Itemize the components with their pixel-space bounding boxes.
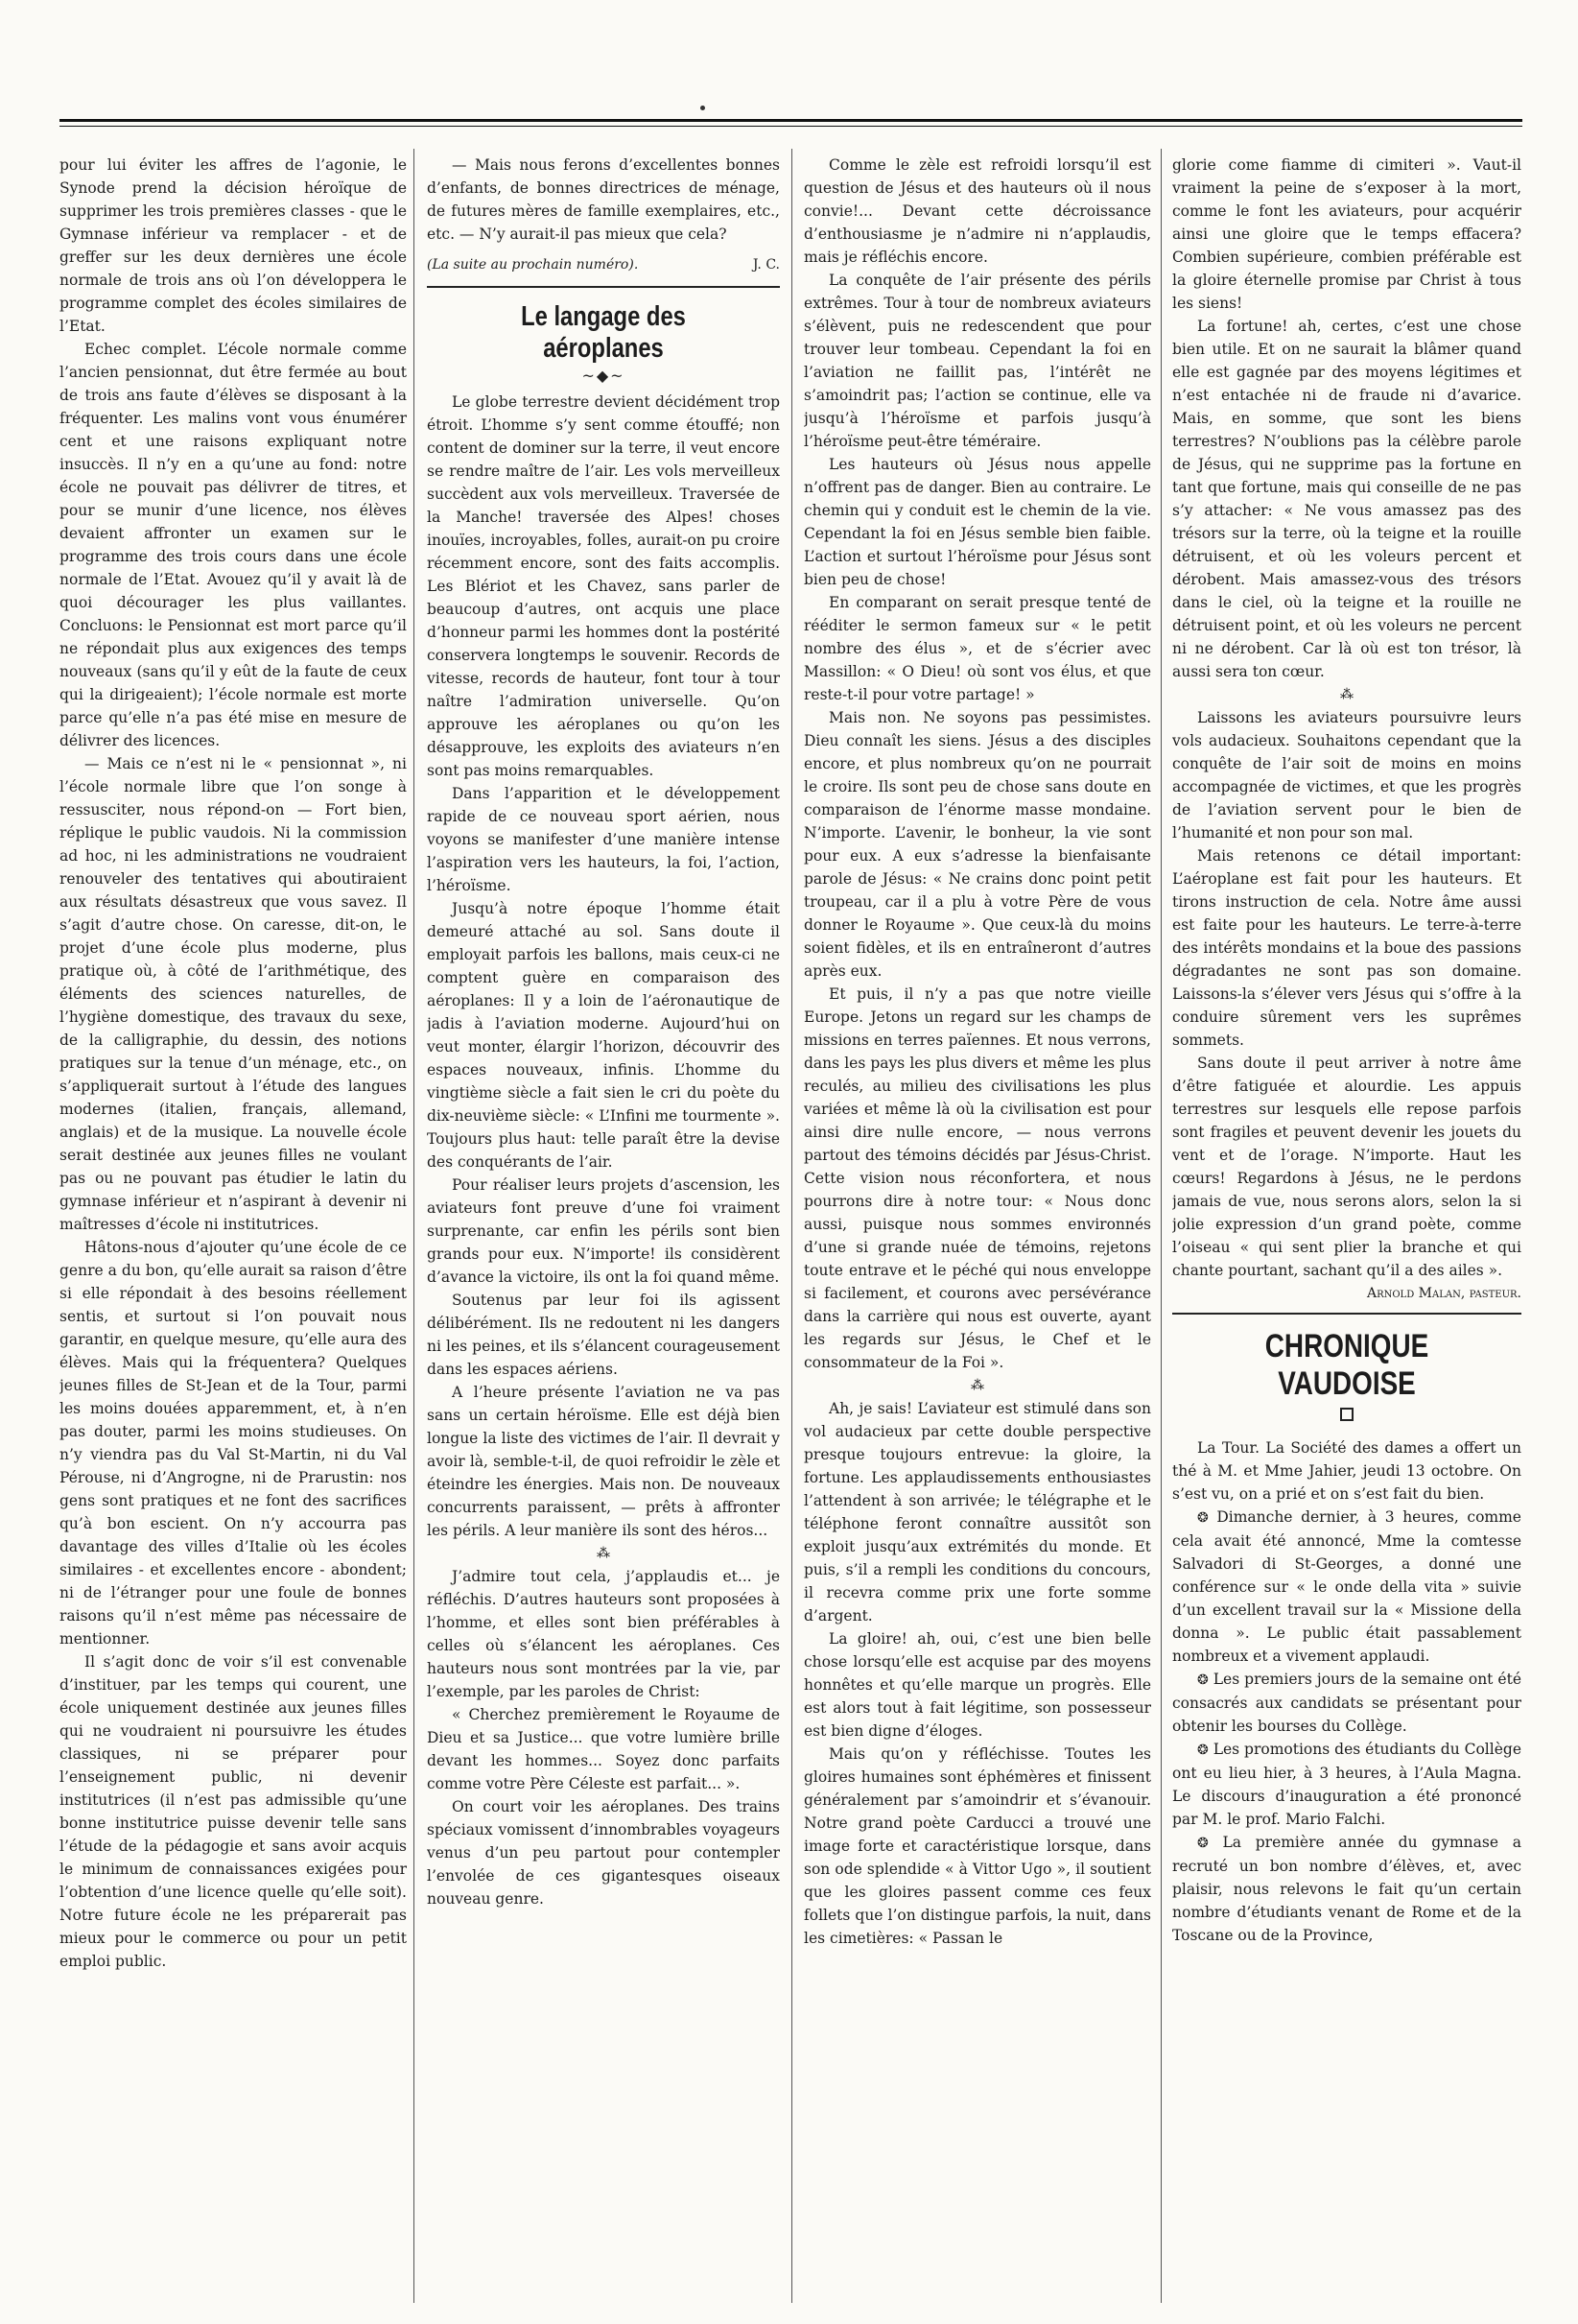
paragraph: Pour réaliser leurs projets d’ascension, les aviateurs font preuve d’une foi vraiment surprenante, car enfin les périls sont bien grands pour eux. N’importe! ils considèrent d’avance la victoire, ils ont la foi quand même. xyxy=(427,1176,780,1286)
quotation: « Cherchez premièrement le Royaume de Dieu et sa Justice... que votre lumière brille devant les hommes... Soyez donc parfaits comme votre Père Céleste est parfait... ». xyxy=(427,1706,780,1792)
paragraph: pour lui éviter les affres de l’agonie, le Synode prend la décision héroïque de supprimer les trois premières classes - que le Gymnase inférieur va remplacer - et de greffer sur les deux dernières une école normale de trois ans où l’on développera le programme complet des écoles similaires de l’Etat. xyxy=(59,156,407,335)
author-signature: Arnold Malan, pasteur. xyxy=(1366,1286,1521,1301)
paragraph: Mais qu’on y réfléchisse. Toutes les gloires humaines sont éphémères et finissent généralement par s’amoindrir et s’évanouir. Notre grand poète Carducci a trouvé une image forte et caractéristique lorsque, dans son ode splendide « à Vittor Ugo », il soutient que les gloires passent comme ces feux follets que l’on distingue parfois, la nuit, dans les cimetières: « Passan le xyxy=(804,1745,1151,1947)
asterism: ⁂ xyxy=(971,1378,984,1393)
section-divider xyxy=(1172,1313,1521,1315)
asterism: ⁂ xyxy=(1340,687,1354,702)
paragraph: Ah, je sais! L’aviateur est stimulé dans son vol audacieux par cette double perspective presque toujours entrevue: la gloire, la fortune. Les applaudissements enthousiastes l’attendent à son arrivée; le télégraphe et le téléphone feront connaître aussitôt son exploit jusqu’aux extrémités du monde. Et puis, s’il a rempli les conditions du concours, il recevra comme prix une forte somme d’argent. xyxy=(804,1400,1151,1624)
news-bullet-icon: ❂ xyxy=(1197,1672,1209,1688)
paragraph: On court voir les aéroplanes. Des trains spéciaux vomissent d’innombrables voyageurs venus d’un peu partout pour contempler l’envolée de ces gigantesques oiseaux nouveau genre. xyxy=(427,1798,780,1908)
top-dot xyxy=(700,106,705,110)
paragraph: Dans l’apparition et le développement rapide de ce nouveau sport aérien, nous voyons se manifester d’une manière intense l’aspiration vers les hauteurs, la foi, l’action, l’héroïsme. xyxy=(427,785,780,894)
column-4 xyxy=(1172,154,1521,2303)
paragraph: Comme le zèle est refroidi lorsqu’il est question de Jésus et des hauteurs où il nous convie!... Devant cette décroissance d’enthousiasme je n’admire ni n’applaudis, mais je réfléchis encore. xyxy=(804,156,1151,266)
paragraph: glorie come fiamme di cimiteri ». Vaut-il vraiment la peine de s’exposer à la mort, comme le font les aviateurs, pour acquérir ainsi une gloire que le temps effacera? Combien supérieure, combien préférable est la gloire éternelle promise par Christ à tous les siens! xyxy=(1172,156,1521,312)
paragraph: A l’heure présente l’aviation ne va pas sans un certain héroïsme. Elle est déjà bien longue la liste des victimes de l’air. Il devrait y avoir là, semble-t-il, de quoi refroidir le zèle et éteindre les énergies. Mais non. De nouveaux concurrents paraissent, — prêts à affronter les périls. A leur manière ils sont des héros... xyxy=(427,1384,780,1539)
column-divider xyxy=(791,149,792,2303)
article-title: Le langage des aéroplanes xyxy=(521,301,686,364)
column-2 xyxy=(427,154,780,2303)
paragraph: La gloire! ah, oui, c’est une bien belle chose lorsqu’elle est acquise par des moyens honnêtes et qu’elle marque un progrès. Elle est alors tout à fait légitime, son possesseur est bien digne d’éloges. xyxy=(804,1630,1151,1740)
paragraph: — Mais ce n’est ni le « pensionnat », ni l’école normale libre que l’on songe à ressusciter, nous répond-on — Fort bien, réplique le public vaudois. Ni la commission ad hoc, ni les administrations ne voudraient renouveler des tentatives qui aboutiraient aux résultats désastreux que vous savez. Il s’agit d’autre chose. On caresse, dit-on, le projet d’une école plus moderne, plus pratique où, à côté de l’arithmétique, des éléments des sciences naturelles, de l’hygiène domestique, des travaux du sexe, de la calligraphie, du dessin, des notions pratiques sur la tenue d’un ménage, etc., on s’appliquerait surtout à l’étude des langues modernes (italien, français, allemand, anglais) et de la musique. La nouvelle école serait destinée aux jeunes filles ne voulant pas ou ne pouvant pas étudier le latin du gymnase inférieur et n’aspirant à devenir ni maîtresses d’école ni institutrices. xyxy=(59,755,407,1233)
header-rule xyxy=(59,119,1522,122)
paragraph: J’admire tout cela, j’applaudis et... je réfléchis. D’autres hauteurs sont proposées à l’homme, et elles sont bien préférables à celles où s’élancent les aéroplanes. Ces hauteurs nous sont montrées par la vie, par l’exemple, par les paroles de Christ: xyxy=(427,1568,780,1700)
title-ornament: ~◆~ xyxy=(581,367,625,385)
paragraph: Laissons les aviateurs poursuivre leurs vols audacieux. Souhaitons cependant que la conquête de l’air soit de moins en moins accompagnée de victimes, et que les progrès de l’aviation servent pour le bien de l’humanité et non pour son mal. xyxy=(1172,709,1521,842)
paragraph: — Mais nous ferons d’excellentes bonnes d’enfants, de bonnes directrices de ménage, de futures mères de famille exemplaires, etc., etc. — N’y aurait-il pas mieux que cela? xyxy=(427,156,780,243)
paragraph: La fortune! ah, certes, c’est une chose bien utile. Et on ne saurait la blâmer quand elle est gagnée par des moyens légitimes et n’est entachée ni de fraude ni d’avarice. Mais, en somme, que sont les biens terrestres? N’oublions pas la célèbre parole de Jésus, qui ne supprime pas la fortune en tant que fortune, mais qui conseille de ne pas s’y attacher: « Ne vous amassez pas des trésors sur la terre, où la teigne et la rouille détruisent, et où les voleurs percent et dérobent. Mais amassez-vous des trésors dans le ciel, où la teigne et la rouille ne détruisent point, et où les voleurs ne percent ni ne dérobent. Car là où est ton trésor, là aussi sera ton cœur. xyxy=(1172,318,1521,680)
paragraph: Mais non. Ne soyons pas pessimistes. Dieu connaît les siens. Jésus a des disciples encore, et plus nombreux qu’on ne pourrait le croire. Ils sont peu de chose sans doute en comparaison de l’énorme masse mondaine. N’importe. L’avenir, le bonheur, la vie sont pour eux. A eux s’adresse la bienfaisante parole de Jésus: « Ne crains donc point petit troupeau, car il a plu à votre Père de vous donner le Royaume ». Que ceux-là du moins soient fidèles, et ils en entraîneront d’autres après eux. xyxy=(804,709,1151,980)
column-1 xyxy=(59,154,407,2303)
section-divider xyxy=(427,286,780,288)
paragraph: Les hauteurs où Jésus nous appelle n’offrent pas de danger. Bien au contraire. Le chemin qui y conduit est le chemin de la vie. Cependant la foi en Jésus semble bien faible. L’action et surtout l’héroïsme pour Jésus sont bien peu de chose! xyxy=(804,456,1151,588)
news-item: ❂ Dimanche dernier, à 3 heures, comme cela avait été annoncé, Mme la comtesse Salvadori di St-Georges, a donné une conférence sur « le onde della vita » suivie d’un excellent travail sur la « Missione della donna ». Le public était passablement nombreux et a vivement applaudi. xyxy=(1172,1508,1521,1665)
paragraph: Soutenus par leur foi ils agissent délibérément. Ils ne redoutent ni les dangers ni les peines, et ils s’élancent courageusement dans les espaces aériens. xyxy=(427,1292,780,1378)
column-3 xyxy=(804,154,1151,2303)
paragraph: Sans doute il peut arriver à notre âme d’être fatiguée et alourdie. Les appuis terrestres sur lesquels elle repose parfois sont fragiles et peuvent devenir les jouets du vent et de l’orage. N’importe. Haut les cœurs! Regardons à Jésus, ne le perdons jamais de vue, nous serons alors, selon la si jolie expression d’un grand poète, comme l’oiseau « qui sent plier la branche et qui chante pourtant, sachant qu’il a des ailes ». xyxy=(1172,1055,1521,1279)
column-divider xyxy=(1161,149,1162,2303)
news-item: ❂ Les premiers jours de la semaine ont été consacrés aux candidats se présentant pour obtenir les bourses du Collège. xyxy=(1172,1671,1521,1735)
asterism: ⁂ xyxy=(597,1546,610,1561)
paragraph: Et puis, il n’y a pas que notre vieille Europe. Jetons un regard sur les champs de missions en terres païennes. Et nous verrons, dans les pays les plus divers et même les plus reculés, au milieu des civilisations les plus variées et même là où la civilisation est pour ainsi dire nulle encore, — nous verrons partout des témoins décidés par Jésus-Christ. Cette vision nous réconfortera, et nous pourrons dire à notre tour: « Nous donc aussi, puisque nous sommes environnés d’une si grande nuée de témoins, rejetons toute entrave et le péché qui nous enveloppe si facilement, et courons avec persévérance dans la carrière qui nous est ouverte, ayant les regards sur Jésus, le Chef et le consommateur de la Foi ». xyxy=(804,985,1151,1371)
paragraph: Hâtons-nous d’ajouter qu’une école de ce genre a du bon, qu’elle aurait sa raison d’être si elle répondait à des besoins réellement sentis, et surtout si l’on pouvait nous garantir, en quelque mesure, qu’elle aura des élèves. Mais qui la fréquentera? Quelques jeunes filles de St-Jean et de la Tour, parmi les moins douées apparemment, et, à n’en pas douter, parmi les moins studieuses. On n’y viendra pas du Val St-Martin, ni du Val Pérouse, ni d’Angrogne, ni de Prarustin: nos gens sont pratiques et ne font des sacrifices qu’à bon escient. On n’y accourra pas davantage des villes d’Italie où les écoles similaires - et excellentes encore - abondent; ni de l’étranger pour une foule de bonnes raisons qu’il n’est même pas nécessaire de mentionner. xyxy=(59,1239,407,1648)
news-item: ❂ Les promotions des étudiants du Collège ont eu lieu hier, à 3 heures, à l’Aula Magna. Le discours d’inauguration a été prononcé par M. le prof. Mario Falchi. xyxy=(1172,1741,1521,1828)
paragraph: La conquête de l’air présente des périls extrêmes. Tour à tour de nombreux aviateurs s’élèvent, puis ne redescendent que pour trouver leur tombeau. Cependant la foi en l’aviation ne faillit pas, l’intérêt ne s’amoindrit pas; l’action se continue, elle va jusqu’à l’héroïsme et parfois jusqu’à l’héroïsme peut-être téméraire. xyxy=(804,272,1151,450)
news-item: ❂ La première année du gymnase a recruté un bon nombre d’élèves, et, avec plaisir, nous relevons le fait qu’un certain nombre d’étudiants venant de Rome et de la Toscane ou de la Province, xyxy=(1172,1834,1521,1944)
suite-note: (La suite au prochain numéro). xyxy=(427,257,639,273)
paragraph: En comparant on serait presque tenté de rééditer le sermon fameux sur « le petit nombre des élus », et de s’écrier avec Massillon: « O Dieu! où sont vos élus, et que reste-t-il pour votre partage! » xyxy=(804,594,1151,703)
paragraph: Jusqu’à notre époque l’homme était demeuré attaché au sol. Sans doute il employait parfois les ballons, mais ceux-ci ne comptent guère en comparaison des aéroplanes: Il y a loin de l’aéronautique de jadis à l’aviation moderne. Aujourd’hui on veut monter, élargir l’horizon, découvrir des espaces nouveaux, infinis. L’homme du vingtième siècle a fait sien le cri du poète du dix-neuvième siècle: « L’Infini me tourmente ». Toujours plus haut: telle paraît être la devise des conquérants de l’air. xyxy=(427,900,780,1171)
paragraph: Il s’agit donc de voir s’il est convenable d’instituer, par les temps qui courent, une école uniquement destinée aux jeunes filles qui ne voudraient ni poursuivre les études classiques, ni se préparer pour l’enseignement public, ni devenir institutrices (il n’est pas admissible qu’une bonne institutrice puisse devenir telle sans l’étude de la pédagogie et sans avoir acquis le minimum de connaissances exigées pour l’obtention d’une licence quelle qu’elle soit). Notre future école ne les préparerait pas mieux pour le commerce ou pour un petit emploi public. xyxy=(59,1653,407,1970)
to-be-continued xyxy=(427,253,780,276)
paragraph: Echec complet. L’école normale comme l’ancien pensionnat, dut être fermée au bout de trois ans faute d’élèves se disposant à la fréquenter. Les malins vont vous énumérer cent et une raisons expliquant notre insuccès. Il n’y en a qu’une au fond: notre école ne pouvait pas délivrer de titres, et pour se munir d’une licence, nos élèves devaient affronter un examen sur le programme des trois cours dans une école normale de l’Etat. Avouez qu’il y avait là de quoi décourager les plus vaillantes. Concluons: le Pensionnat est mort parce qu’il ne répondait plus aux exigences des temps nouveaux (sans qu’il y eût de la faute de ceux qui la dirigeaient); l’école normale est morte parce qu’elle n’a pas été mise en mesure de délivrer des licences. xyxy=(59,341,407,749)
news-bullet-icon: ❂ xyxy=(1197,1510,1209,1526)
header-rule-thin xyxy=(59,126,1522,127)
news-bullet-icon: ❂ xyxy=(1197,1836,1209,1851)
column-divider xyxy=(413,149,414,2303)
news-bullet-icon: ❂ xyxy=(1197,1743,1209,1758)
news-item: La Tour. La Société des dames a offert un thé à M. et Mme Jahier, jeudi 13 octobre. On s’est vu, on a prié et on s’est fait du bien. xyxy=(1172,1439,1521,1503)
paragraph: Mais retenons ce détail important: L’aéroplane est fait pour les hauteurs. Et tirons instruction de cela. Notre âme aussi est faite pour les hauteurs. Le terre-à-terre des intérêts mondains et la boue des passions dégradantes ne sont pas son domaine. Laissons-la s’élever vers Jésus qui s’offre à la conduire sûrement vers les suprêmes sommets. xyxy=(1172,847,1521,1049)
signature: J. C. xyxy=(752,257,780,273)
paragraph: Le globe terrestre devient décidément trop étroit. L’homme s’y sent comme étouffé; non content de dominer sur la terre, il veut encore se rendre maître de l’air. Les vols merveilleux succèdent aux vols merveilleux. Traversée de la Manche! traversée des Alpes! choses inouïes, incroyables, folles, aurait-on pu croire récemment encore, sont des faits accomplis. Les Blériot et les Chavez, sans parler de beaucoup d’autres, ont acquis une place d’honneur parmi les hommes dont la postérité conservera longtemps le souvenir. Records de vitesse, records de hauteur, font tour à tour naître l’admiration universelle. Qu’on approuve les aéroplanes ou qu’on les désapprouve, les exploits des aviateurs n’en sont pas moins remarquables. xyxy=(427,393,780,779)
title-ornament xyxy=(1172,1407,1521,1425)
section-title: CHRONIQUE VAUDOISE xyxy=(1264,1328,1429,1402)
